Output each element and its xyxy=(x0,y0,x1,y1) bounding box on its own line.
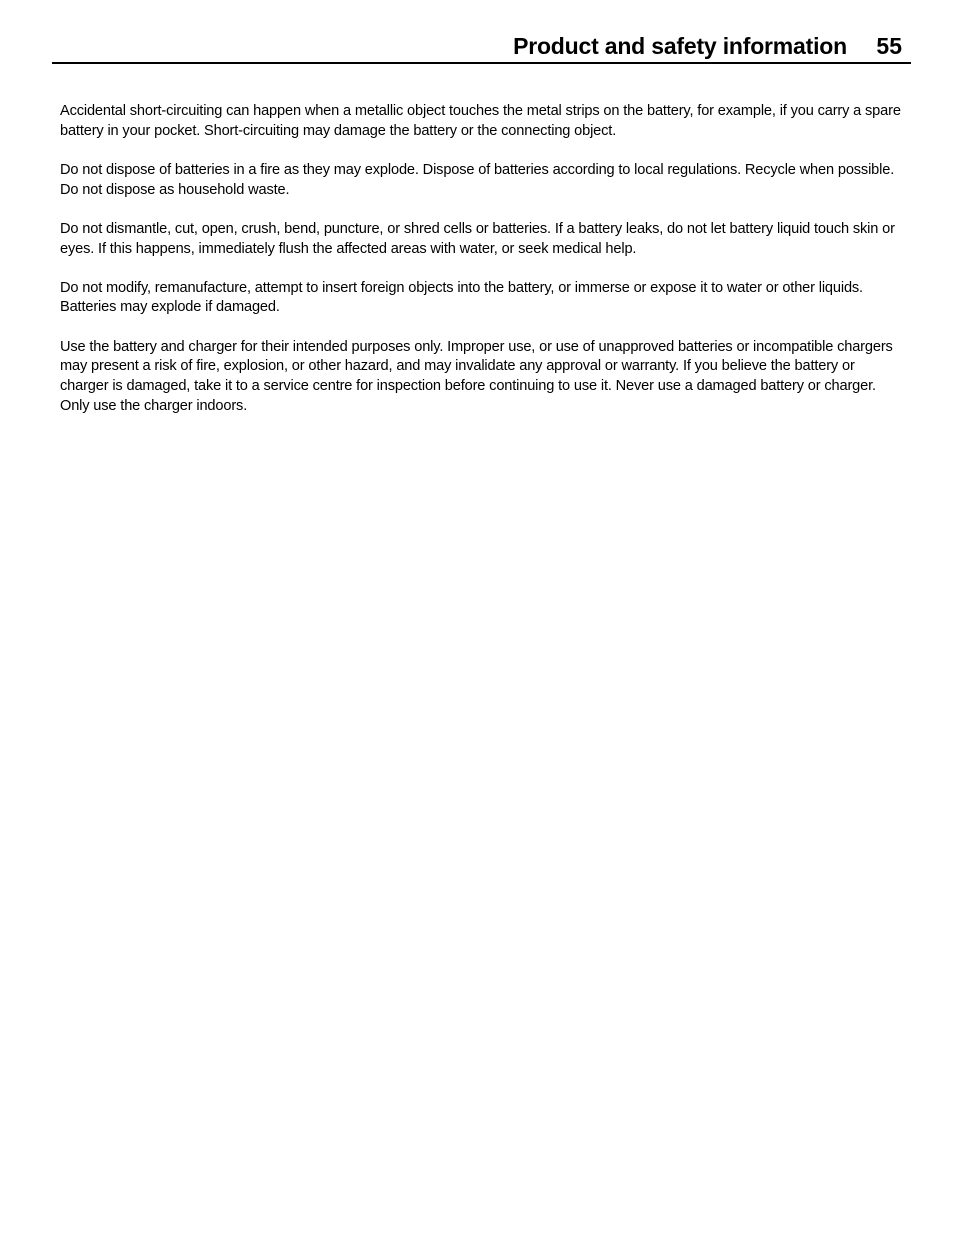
paragraph-intended-use: Use the battery and charger for their intended purposes only. Improper use, or use of unapproved batteries or incompatible chargers may present a risk of fire, explosion, or other hazard, and may invalidate any approval or warranty. If you believe the battery or charger is damaged, take it to a service centre for inspection before continuing to use it. Never use a damaged battery or charger. Only use the charger indoors. xyxy=(60,338,893,414)
paragraph-disposal: Do not dispose of batteries in a fire as they may explode. Dispose of batteries according to local regulations. Recycle when possible. Do not dispose as household waste. xyxy=(60,161,895,198)
page-title: Product and safety information xyxy=(513,33,847,59)
page-header xyxy=(52,30,911,64)
paragraph-modify: Do not modify, remanufacture, attempt to insert foreign objects into the battery, or immerse or expose it to water or other liquids. Batteries may explode if damaged. xyxy=(60,279,863,316)
paragraph-dismantle: Do not dismantle, cut, open, crush, bend, puncture, or shred cells or batteries. If a battery leaks, do not let battery liquid touch skin or eyes. If this happens, immediately flush the affected areas with water, or seek medical help. xyxy=(60,220,895,257)
page-number: 55 xyxy=(876,33,902,59)
paragraph-short-circuit: Accidental short-circuiting can happen when a metallic object touches the metal strips on the battery, for example, if you carry a spare battery in your pocket. Short-circuiting may damage the battery or the connecting object. xyxy=(60,103,901,139)
page-body xyxy=(60,102,906,436)
